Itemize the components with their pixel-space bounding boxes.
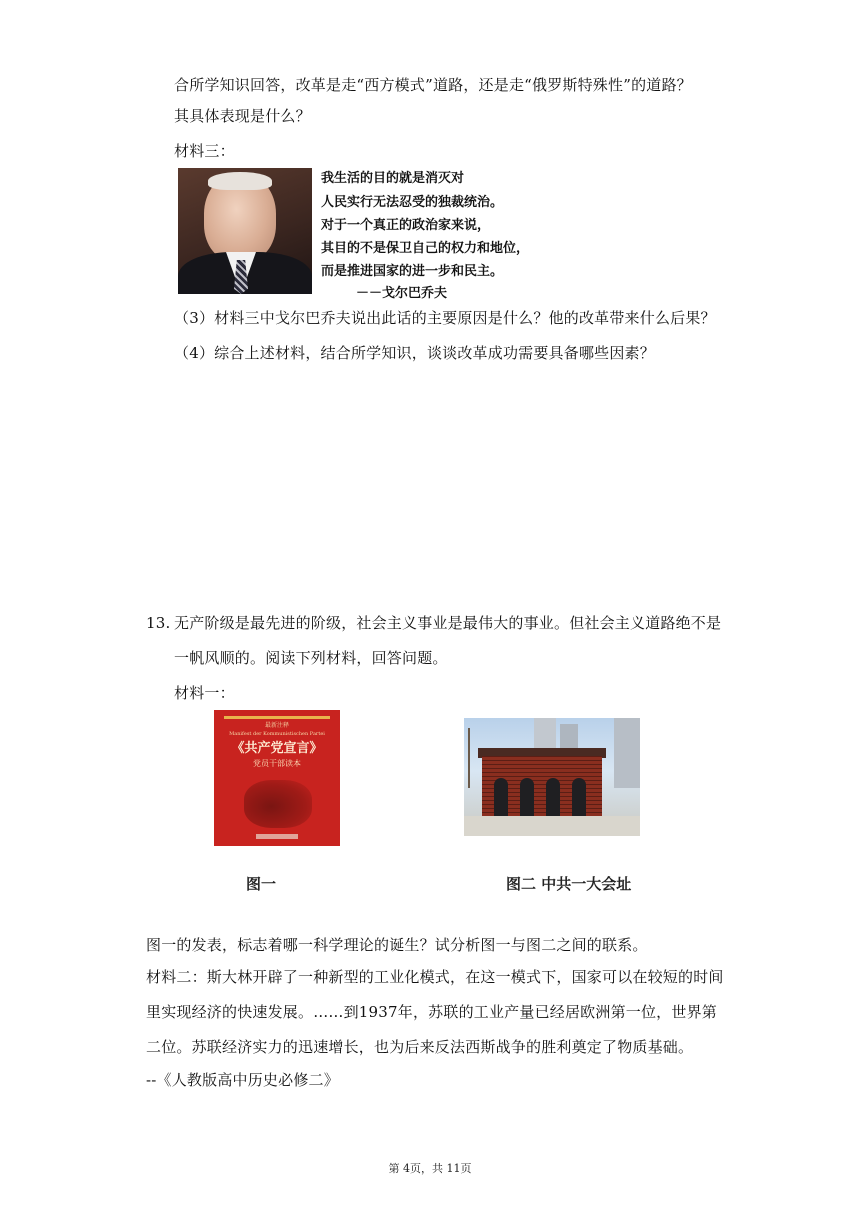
- text-line: 无产阶级是最先进的阶级，社会主义事业是最伟大的事业。但社会主义道路绝不是: [174, 614, 722, 632]
- quote-line: 对于一个真正的政治家来说，: [321, 218, 491, 233]
- text-line: 二位。苏联经济实力的迅速增长，也为后来反法西斯战争的胜利奠定了物质基础。: [146, 1038, 694, 1056]
- book-subtitle: 党员干部读本: [253, 759, 301, 768]
- source-citation: --《人教版高中历史必修二》: [146, 1071, 339, 1089]
- question-4: （4）综合上述材料，结合所学知识，谈谈改革成功需要具备哪些因素？: [174, 344, 655, 362]
- first-congress-site-image: [464, 718, 640, 836]
- quote-line: 人民实行无法忍受的独裁统治。: [321, 195, 504, 210]
- text-line: 其具体表现是什么？: [174, 107, 311, 125]
- text-line: 合所学知识回答，改革是走“西方模式”道路，还是走“俄罗斯特殊性”的道路？: [174, 76, 692, 94]
- text-line: 里实现经济的快速发展。……到1937年，苏联的工业产量已经居欧洲第一位，世界第: [146, 1003, 717, 1021]
- material-label: 材料一：: [174, 684, 235, 702]
- question-number: 13.: [146, 614, 171, 632]
- quote-line: 其目的不是保卫自己的权力和地位，: [321, 241, 530, 256]
- quote-line: 我生活的目的就是消灭对: [321, 171, 465, 186]
- quote-author: －－戈尔巴乔夫: [356, 286, 448, 301]
- text-line: 图一的发表，标志着哪一科学理论的诞生？试分析图一与图二之间的联系。: [146, 936, 648, 954]
- book-english-title: Manifest der Kommunistischen Partei: [229, 731, 325, 737]
- book-series-label: 最新注释: [264, 722, 289, 729]
- figure-1-caption: 图一: [246, 875, 277, 893]
- communist-manifesto-cover-image: [214, 710, 340, 846]
- book-title: 《共产党宣言》: [231, 741, 323, 756]
- page-footer: 第 4页，共 11页: [388, 1162, 472, 1175]
- material-label: 材料三：: [174, 142, 235, 160]
- question-3: （3）材料三中戈尔巴乔夫说出此话的主要原因是什么？他的改革带来什么后果？: [174, 309, 716, 327]
- gorbachev-portrait-image: [178, 168, 312, 294]
- text-line: 一帆风顺的。阅读下列材料，回答问题。: [174, 649, 448, 667]
- text-line: 材料二：斯大林开辟了一种新型的工业化模式，在这一模式下，国家可以在较短的时间: [146, 968, 724, 986]
- figure-2-caption: 图二 中共一大会址: [506, 875, 632, 893]
- quote-line: 而是推进国家的进一步和民主。: [321, 264, 504, 279]
